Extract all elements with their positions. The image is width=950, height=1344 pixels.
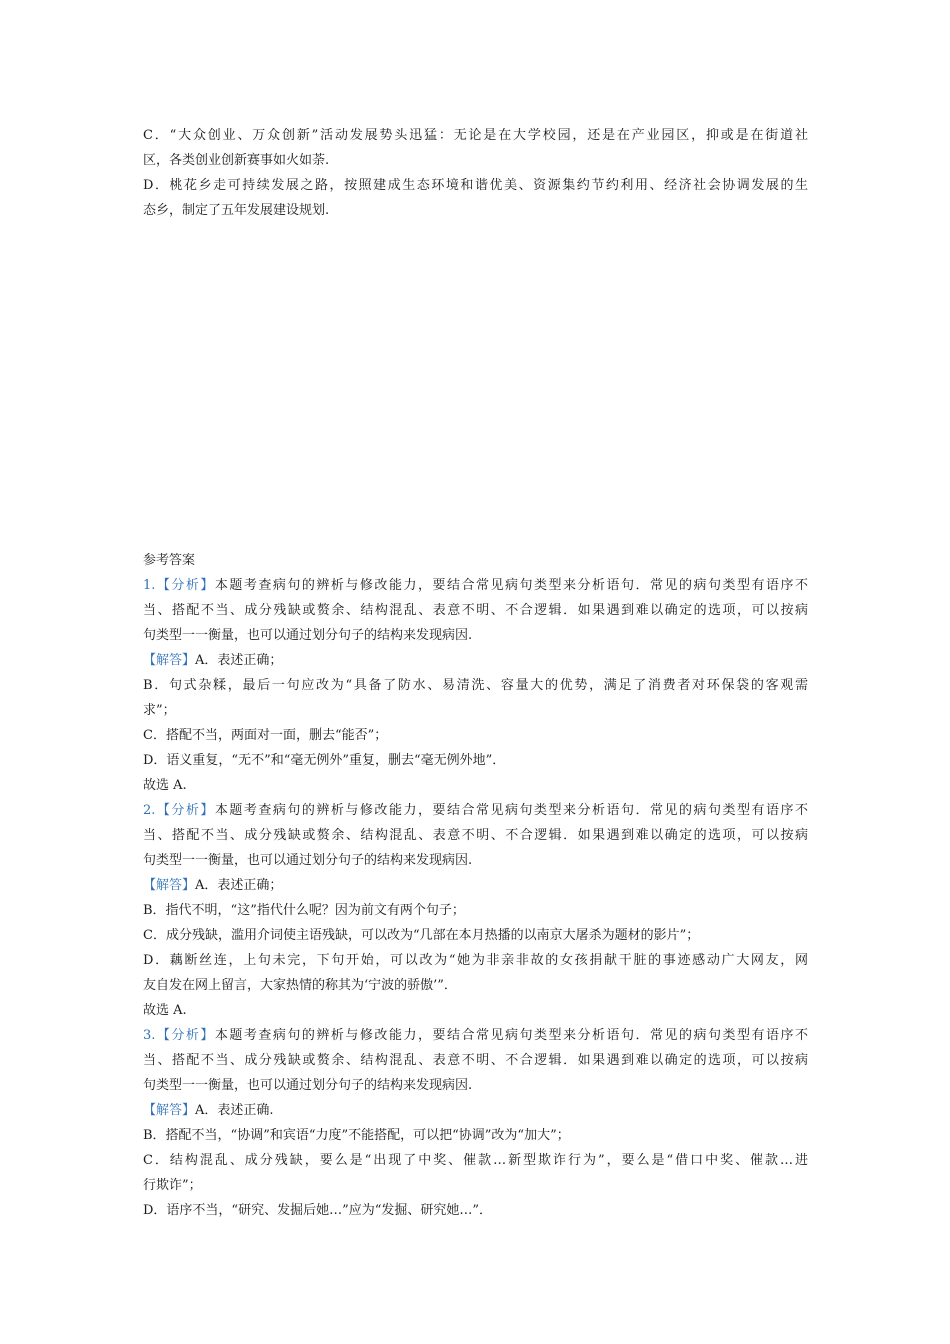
answer-1-analysis-line-2: 当、搭配不当、成分残缺或赘余、结构混乱、表意不明、不合逻辑．如果遇到难以确定的选项，可以按病 [143,603,808,618]
answer-1-analysis-line-1 [143,573,808,598]
answer-1-solution-a: A．表述正确； [195,653,283,668]
answer-3-option-c-line-2: 行欺诈”； [143,1178,202,1193]
answer-1-option-b-line-2: 求”； [143,703,176,718]
answer-1-analysis-line-3: 句类型一一衡量，也可以通过划分句子的结构来发现病因. [143,628,473,643]
option-d-line-2: 态乡，制定了五年发展建设规划. [143,203,330,218]
answer-3-analysis-text-1: 本题考查病句的辨析与修改能力，要结合常见病句类型来分析语句．常见的病句类型有语序不 [214,1028,808,1043]
answer-1-analysis-tag: 【分析】 [155,578,215,593]
answer-3-analysis-line-2: 当、搭配不当、成分残缺或赘余、结构混乱、表意不明、不合逻辑．如果遇到难以确定的选项，可以按病 [143,1053,808,1068]
answer-3-solution-a: A．表述正确. [195,1103,274,1118]
option-c-line-1: C．“大众创业、万众创新”活动发展势头迅猛：无论是在大学校园，还是在产业园区，抑或是在街道社 [143,128,808,143]
answer-3-analysis-line-3: 句类型一一衡量，也可以通过划分句子的结构来发现病因. [143,1078,473,1093]
answer-2-conclusion: 故选 A. [143,1003,187,1018]
answer-2-option-d-line-2: 友自发在网上留言，大家热情的称其为‘宁波的骄傲’”． [143,978,457,993]
answer-3-option-c-line-1: C．结构混乱、成分残缺，要么是“出现了中奖、催款…新型欺诈行为”，要么是“借口中奖、催款…进 [143,1153,808,1168]
answer-2-analysis-line-1 [143,798,808,823]
answer-2-solution-tag: 【解答】 [143,878,196,893]
answer-3-solution-line [143,1098,808,1123]
answer-section-title: 参考答案 [143,553,196,568]
answer-2-analysis-line-3: 句类型一一衡量，也可以通过划分句子的结构来发现病因. [143,853,473,868]
answer-3-option-d: D．语序不当，“研究、发掘后她…”应为“发掘、研究她…”． [143,1203,493,1218]
answer-1-option-c: C．搭配不当，两面对一面，删去“能否”； [143,728,388,743]
answer-section [143,548,808,1223]
answer-2-analysis-tag: 【分析】 [155,803,215,818]
answer-1-conclusion: 故选 A. [143,778,187,793]
answer-2-number: 2. [143,803,156,818]
answer-1-solution-tag: 【解答】 [143,653,196,668]
answer-1-number: 1. [143,578,156,593]
answer-2-option-d-line-1: D．藕断丝连，上句未完，下句开始，可以改为“她为非亲非故的女孩捐献干脏的事迹感动广大网友，网 [143,953,808,968]
answer-2-solution-a: A．表述正确； [195,878,283,893]
question-options [143,123,808,223]
answer-1-option-d: D．语义重复，“无不”和“毫无例外”重复，删去“毫无例外地”． [143,753,506,768]
answer-1-analysis-text-1: 本题考查病句的辨析与修改能力，要结合常见病句类型来分析语句．常见的病句类型有语序不 [214,578,808,593]
answer-2-option-c: C．成分残缺，滥用介词使主语残缺，可以改为“几部在本月热播的以南京大屠杀为题材的影片”； [143,928,700,943]
answer-1-solution-line [143,648,808,673]
answer-2-analysis-text-1: 本题考查病句的辨析与修改能力，要结合常见病句类型来分析语句．常见的病句类型有语序不 [214,803,808,818]
option-c-line-2: 区，各类创业创新赛事如火如荼. [143,153,330,168]
answer-2-solution-line [143,873,808,898]
answer-1-option-b-line-1: B．句式杂糅，最后一句应改为“具备了防水、易清洗、容量大的优势，满足了消费者对环保袋的客观需 [143,678,808,693]
answer-3-analysis-tag: 【分析】 [155,1028,215,1043]
answer-3-solution-tag: 【解答】 [143,1103,196,1118]
answer-2-option-b: B．指代不明，“这”指代什么呢？因为前文有两个句子； [143,903,465,918]
answer-3-analysis-line-1 [143,1023,808,1048]
option-d-line-1: D．桃花乡走可持续发展之路，按照建成生态环境和谐优美、资源集约节约利用、经济社会协调发展的生 [143,178,808,193]
answer-3-number: 3. [143,1028,156,1043]
answer-2-analysis-line-2: 当、搭配不当、成分残缺或赘余、结构混乱、表意不明、不合逻辑．如果遇到难以确定的选项，可以按病 [143,828,808,843]
answer-3-option-b: B．搭配不当，“协调”和宾语“力度”不能搭配，可以把“协调”改为“加大”； [143,1128,570,1143]
